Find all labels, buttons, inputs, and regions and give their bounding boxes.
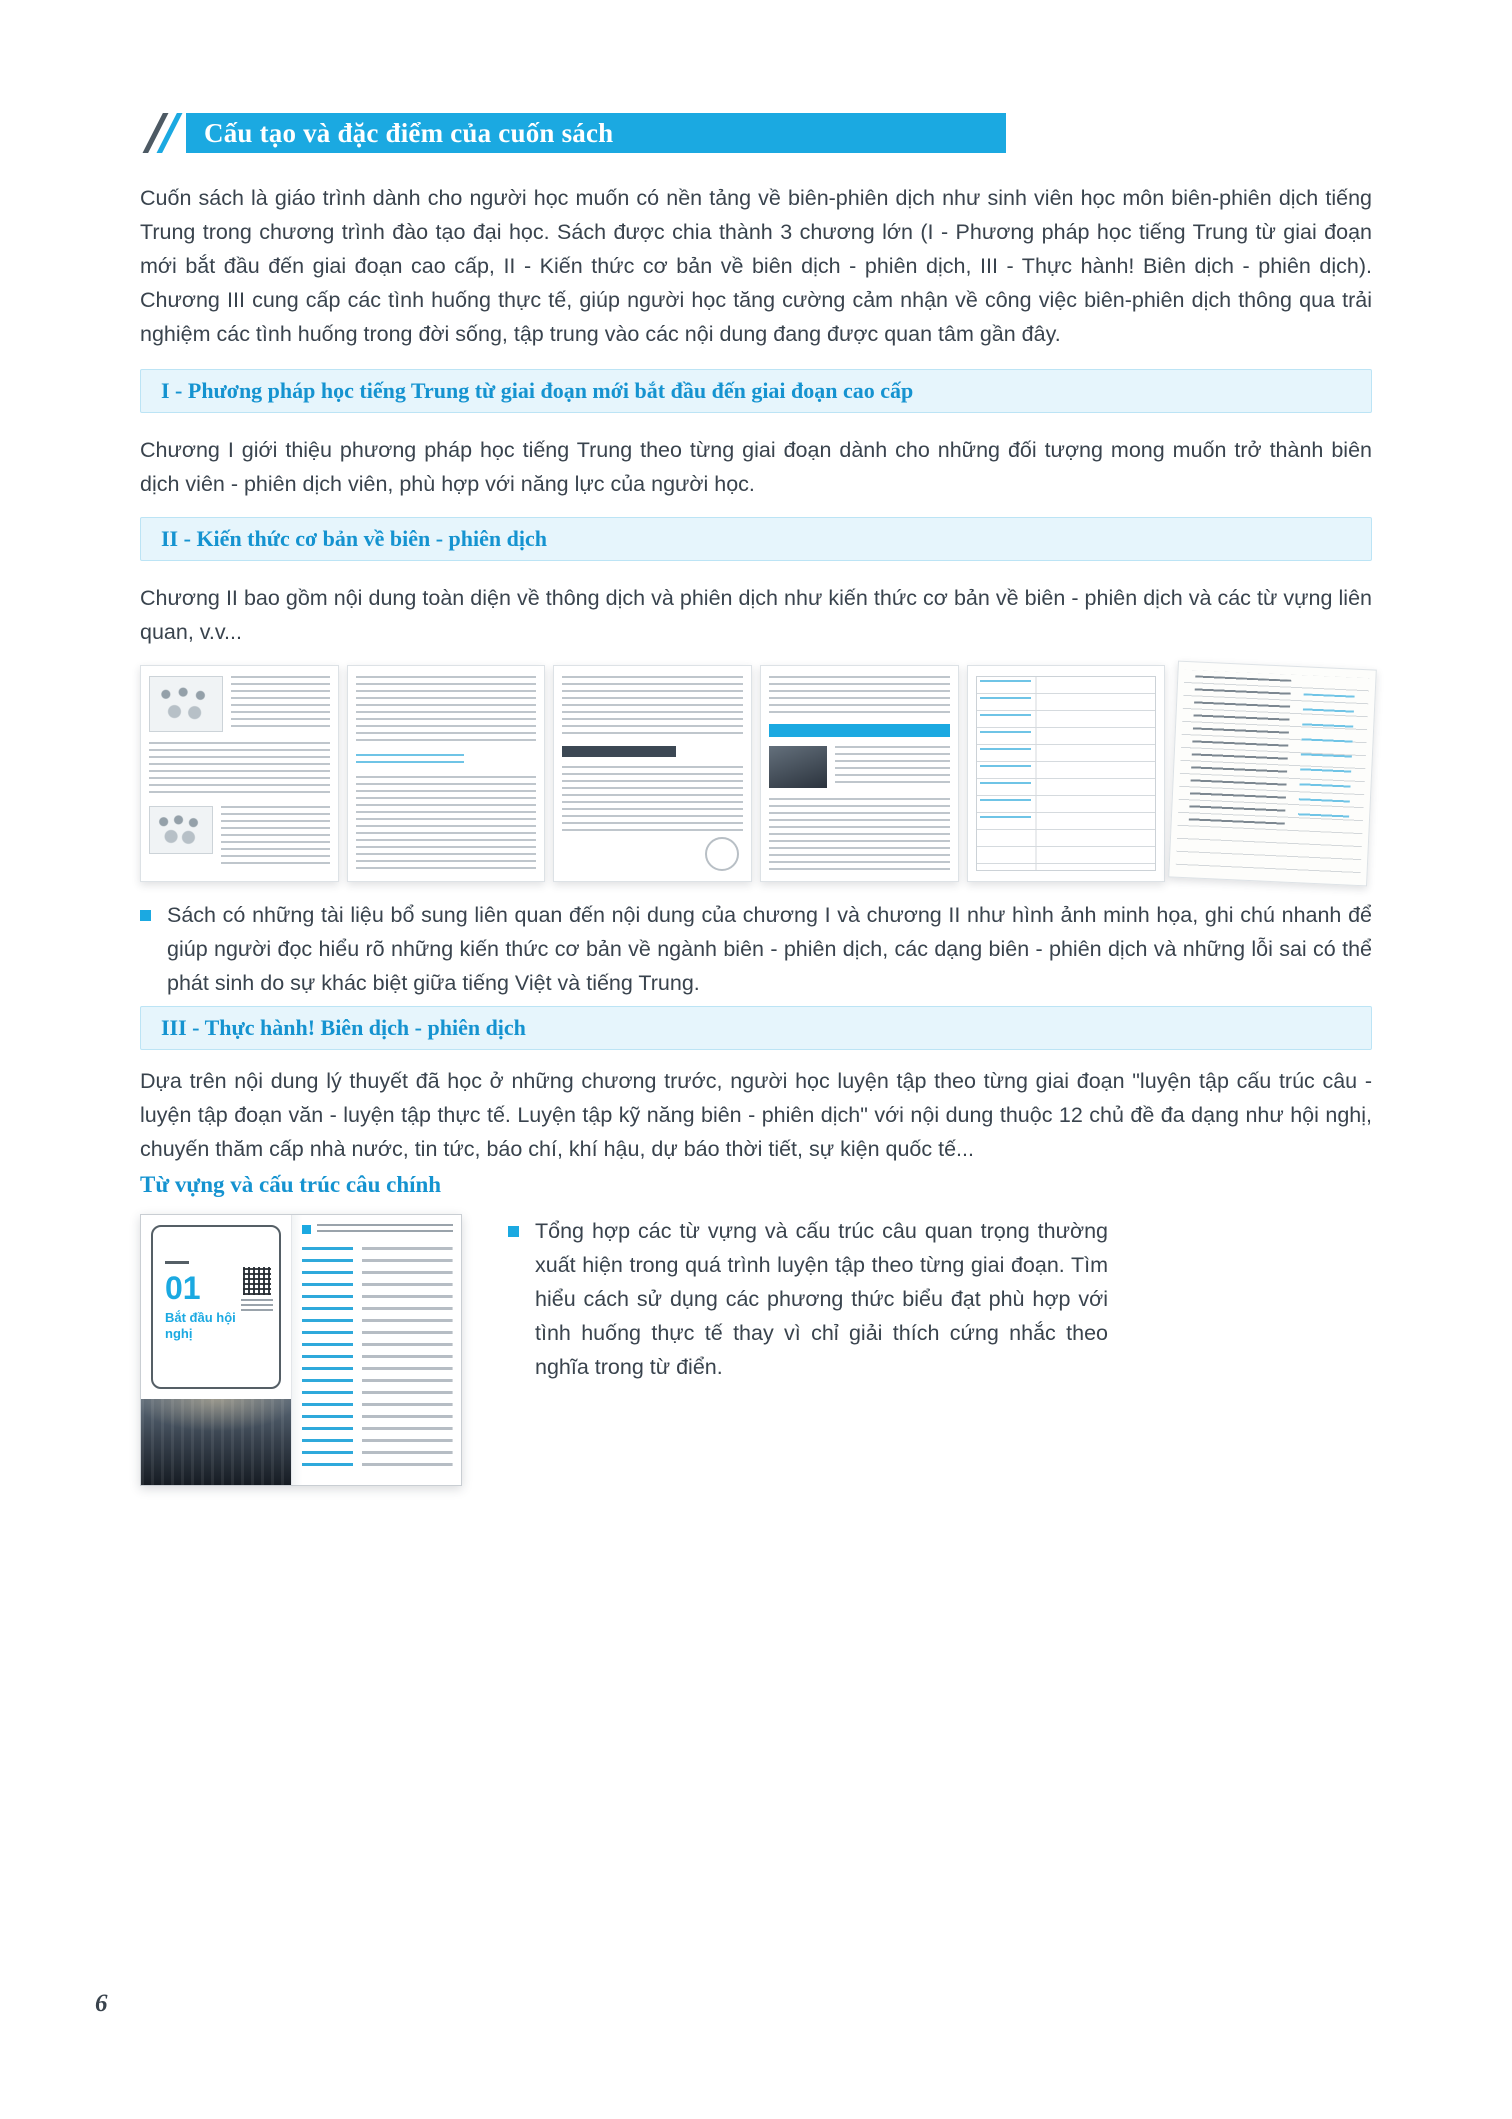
stamp-doodle xyxy=(705,837,739,871)
highlight-lines xyxy=(1298,693,1355,828)
section-2-heading-box xyxy=(140,517,1372,561)
vocab-note: Tổng hợp các từ vựng và cấu trúc câu quan trọng thường xuất hiện trong quá trình luyện tập theo từng giai đoạn. Tìm hiểu cách sử dụng các phương thức biểu đạt phù hợp với tình huống thực tế thay vì chỉ giải thích cứng nhắc theo nghĩa trong từ điển. xyxy=(535,1219,1108,1379)
cartoon-illustration xyxy=(149,806,213,854)
sample-page-thumbnail-1 xyxy=(140,665,339,882)
unit-number: 01 xyxy=(165,1270,201,1306)
page-title: Cấu tạo và đặc điểm của cuốn sách xyxy=(204,117,614,148)
section-2-body: Chương II bao gồm nội dung toàn diện về thông dịch và phiên dịch như kiến thức cơ bản về biên - phiên dịch và các từ vựng liên quan, v.v... xyxy=(140,586,1372,644)
section-1-heading-box xyxy=(140,369,1372,413)
vocab-list-page xyxy=(291,1215,461,1485)
text-lines xyxy=(231,676,330,732)
vocab-word-list xyxy=(302,1247,453,1475)
section-3-heading-box xyxy=(140,1006,1372,1050)
unit-cover-page xyxy=(141,1215,291,1485)
page-title-banner xyxy=(186,113,1006,153)
section-3-heading: III - Thực hành! Biên dịch - phiên dịch xyxy=(161,1015,526,1040)
text-lines xyxy=(769,676,950,716)
conference-hall-photo xyxy=(141,1399,291,1485)
text-lines xyxy=(562,676,743,738)
text-lines xyxy=(562,766,743,833)
vocab-page-header xyxy=(302,1223,453,1241)
section-1-heading: I - Phương pháp học tiếng Trung từ giai đoạn mới bắt đầu đến giai đoạn cao cấp xyxy=(161,378,914,403)
section-1-body: Chương I giới thiệu phương pháp học tiếng Trung theo từng giai đoạn dành cho những đối tượng mong muốn trở thành biên dịch viên - phiên dịch viên, phù hợp với năng lực của người học. xyxy=(140,438,1372,496)
cyan-square-icon xyxy=(302,1225,311,1234)
vocab-subheading: Từ vựng và cấu trúc câu chính xyxy=(140,1172,442,1197)
vocab-row xyxy=(140,1214,1372,1486)
vocab-note-row xyxy=(508,1214,1108,1384)
highlight-lines xyxy=(356,754,464,768)
cyan-heading-band xyxy=(769,724,950,737)
text-lines xyxy=(835,746,950,788)
text-lines xyxy=(356,676,537,746)
text-lines xyxy=(221,806,330,868)
sample-pages-row xyxy=(140,665,1372,882)
page-number: 6 xyxy=(95,1990,108,2017)
sample-page-thumbnail-5 xyxy=(967,665,1166,882)
unit-title: Bắt đầu hội nghị xyxy=(165,1310,236,1342)
qr-code-icon xyxy=(243,1267,271,1295)
text-lines xyxy=(149,742,330,796)
section-3-body: Dựa trên nội dung lý thuyết đã học ở những chương trước, người học luyện tập theo từng giai đoạn "luyện tập cấu trúc câu - luyện tập đoạn văn - luyện tập thực tế. Luyện tập kỹ năng biên - phiên dịch" với nội dung thuộc 12 chủ đề đa dạng như hội nghị, chuyến thăm cấp nhà nước, tin tức, báo chí, khí hậu, dự báo thời tiết, sự kiện quốc tế... xyxy=(140,1069,1372,1161)
intro-paragraph: Cuốn sách là giáo trình dành cho người học muốn có nền tảng về biên-phiên dịch như sinh viên học môn biên-phiên dịch tiếng Trung trong chương trình đào tạo đại học. Sách được chia thành 3 chương lớn (I - Phương pháp học tiếng Trung từ giai đoạn mới bắt đầu đến giai đoạn cao cấp, II - Kiến thức cơ bản về biên dịch - phiên dịch, III - Thực hành! Biên dịch - phiên dịch). Chương III cung cấp các tình huống thực tế, giúp người học tăng cường cảm nhận về công việc biên-phiên dịch thông qua trải nghiệm các tình huống trong đời sống, tập trung vào các nội dung đang được quan tâm gần đây. xyxy=(140,186,1372,346)
dark-heading-band xyxy=(562,746,676,757)
page-content xyxy=(140,113,1372,1486)
unit-rule xyxy=(165,1261,189,1264)
sample-page-thumbnail-2 xyxy=(347,665,546,882)
photo-placeholder xyxy=(769,746,827,788)
page-header xyxy=(140,113,1006,153)
bullet-square-icon xyxy=(508,1226,519,1237)
cartoon-illustration xyxy=(149,676,223,732)
sample-page-thumbnail-6 xyxy=(1169,661,1377,887)
text-lines xyxy=(356,776,537,871)
header-lines xyxy=(317,1224,453,1236)
sample-page-thumbnail-4 xyxy=(760,665,959,882)
qr-caption-lines xyxy=(241,1299,273,1311)
vocab-note-column xyxy=(508,1214,1108,1390)
sample-page-thumbnail-3 xyxy=(553,665,752,882)
slash-decoration-icon xyxy=(140,113,186,153)
highlight-lines xyxy=(980,680,1031,831)
supplement-note: Sách có những tài liệu bổ sung liên quan đến nội dung của chương I và chương II như hình ảnh minh họa, ghi chú nhanh để giúp người đọc hiểu rõ những kiến thức cơ bản về ngành biên - phiên dịch, các dạng biên - phiên dịch và những lỗi sai có thể phát sinh do sự khác biệt giữa tiếng Việt và tiếng Trung. xyxy=(167,903,1372,995)
unit-block xyxy=(165,1261,245,1343)
section-2-heading: II - Kiến thức cơ bản về biên - phiên dịch xyxy=(161,526,547,551)
unit-cover-frame xyxy=(151,1225,281,1389)
bullet-square-icon xyxy=(140,910,151,921)
supplement-note-row xyxy=(140,898,1372,1000)
unit-page-thumbnail xyxy=(140,1214,462,1486)
text-lines xyxy=(769,798,950,871)
